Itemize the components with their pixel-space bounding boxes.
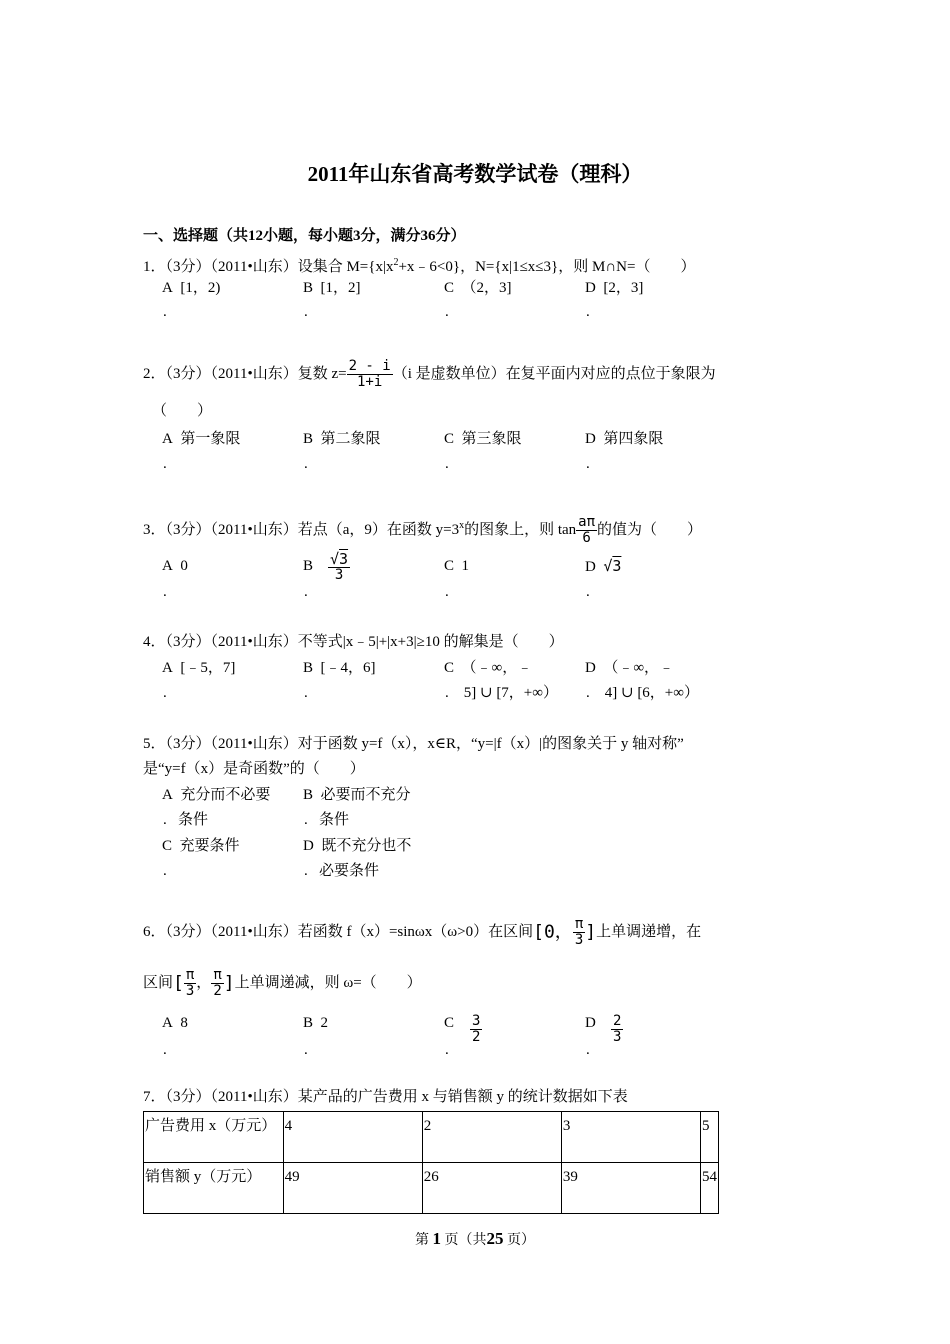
q5-option-b: B 必要而不充分 bbox=[303, 787, 411, 803]
question-6-stem-line2: 区间[ $\frac{\pi}{3}$ ， $\frac{\pi}{2}$ ]上单调递减，则 ω=（ ） bbox=[143, 967, 422, 1000]
footer-text: 页（共 bbox=[444, 1233, 487, 1248]
question-5-stem-line1: 5．（3分）（2011•山东）对于函数 y=f（x），x∈R，“y=|f（x）|的图象关于 y 轴对称” bbox=[143, 736, 684, 752]
q4-option-d: D （﹣∞，﹣ bbox=[585, 660, 675, 676]
q2-option-dots: . bbox=[586, 456, 590, 472]
q4-option-c-line2: . 5] ∪ [7，+∞） bbox=[445, 685, 558, 701]
q3-option-c: C 1 bbox=[444, 558, 470, 574]
table-cell: 广告费用 x（万元） bbox=[144, 1112, 284, 1163]
q1-option-c: C （2，3] bbox=[444, 280, 512, 296]
q6-stem-part: 上单调递增，在 bbox=[596, 924, 702, 940]
q6-option-d-letter: D bbox=[585, 1015, 596, 1031]
table-cell: 3 bbox=[561, 1112, 700, 1163]
q2-option-b: B 第二象限 bbox=[303, 431, 381, 447]
q3-b-den: 3 bbox=[328, 567, 350, 583]
q1-option-dots: . bbox=[304, 304, 308, 320]
table-cell: 销售额 y（万元） bbox=[144, 1163, 284, 1214]
q3-stem-part: 的图象上，则 tan bbox=[464, 522, 577, 538]
q1-option-dots: . bbox=[445, 304, 449, 320]
q6-fraction: $\frac{\pi}{3}$ bbox=[574, 916, 584, 949]
q5-option-d: D 既不充分也不 bbox=[303, 838, 412, 854]
q6-option-d-value: $\frac{2}{3}$ bbox=[613, 1013, 622, 1045]
q1-option-dots: . bbox=[586, 304, 590, 320]
q6-option-b: B 2 bbox=[303, 1015, 329, 1031]
q6-stem-part: 6．（3分）（2011•山东）若函数 f（x）=sinωx（ω>0）在区间 bbox=[143, 924, 534, 940]
q5-option-d-line2: . 必要条件 bbox=[304, 863, 380, 879]
data-table bbox=[143, 1111, 719, 1214]
section-heading: 一、选择题（共12小题，每小题3分，满分36分） bbox=[143, 228, 466, 244]
table-row bbox=[144, 1163, 719, 1214]
q6-option-a: A 8 bbox=[162, 1015, 188, 1031]
q1-exponent: 2 bbox=[393, 257, 399, 268]
q2-option-a: A 第一象限 bbox=[162, 431, 241, 447]
q3-option-b-value bbox=[328, 552, 350, 583]
footer-text: 第 bbox=[415, 1233, 429, 1248]
q1-option-b: B [1，2] bbox=[303, 280, 361, 296]
q3-option-d: D √3 bbox=[585, 557, 622, 575]
footer-text: 页） bbox=[507, 1233, 535, 1248]
q1-stem-part: 1．（3分）（2011•山东）设集合 M={x|x bbox=[143, 259, 394, 275]
q3-fraction bbox=[576, 515, 597, 546]
q2-option-dots: . bbox=[304, 456, 308, 472]
q3-frac-den: 6 bbox=[576, 530, 597, 546]
q3-option-dots: . bbox=[304, 584, 308, 600]
sqrt-symbol: √3 bbox=[330, 550, 349, 568]
question-5-stem-line2: 是“y=f（x）是奇函数”的（ ） bbox=[143, 761, 365, 777]
q1-option-d: D [2，3] bbox=[585, 280, 644, 296]
q1-stem-part: +x﹣6<0}，N={x|1≤x≤3}，则 M∩N=（ ） bbox=[398, 259, 696, 275]
table-cell: 5 bbox=[700, 1112, 718, 1163]
q2-fraction bbox=[347, 359, 393, 390]
page-footer bbox=[0, 1229, 950, 1251]
q2-option-d: D 第四象限 bbox=[585, 431, 664, 447]
question-7-stem: 7．（3分）（2011•山东）某产品的广告费用 x 与销售额 y 的统计数据如下表 bbox=[143, 1089, 628, 1105]
q4-option-d-line2: . 4] ∪ [6，+∞） bbox=[586, 685, 699, 701]
q5-option-a: A 充分而不必要 bbox=[162, 787, 271, 803]
q2-option-dots: . bbox=[445, 456, 449, 472]
question-6-stem-line1 bbox=[143, 914, 701, 951]
q2-frac-num: 2 - i bbox=[348, 358, 391, 375]
q6-option-dots: . bbox=[163, 1042, 167, 1058]
q6-interval-bracket: ] bbox=[223, 972, 235, 994]
q2-stem-part: 2．（3分）（2011•山东）复数 z= bbox=[143, 366, 347, 382]
page-title: 2011年山东省高考数学试卷（理科） bbox=[307, 162, 643, 186]
q3-b-fraction bbox=[328, 552, 350, 583]
q6-option-dots: . bbox=[445, 1042, 449, 1058]
q6-stem-part: 上单调递减，则 ω=（ ） bbox=[234, 975, 422, 991]
q6-stem-part: 区间 bbox=[143, 975, 174, 991]
table-cell: 49 bbox=[283, 1163, 422, 1214]
question-4-stem: 4．（3分）（2011•山东）不等式|x﹣5|+|x+3|≥10 的解集是（ ） bbox=[143, 634, 564, 650]
q3-option-dots: . bbox=[163, 584, 167, 600]
q3-option-b-letter: B bbox=[303, 558, 314, 574]
table-cell: 54 bbox=[700, 1163, 718, 1214]
q6-fraction: $\frac{\pi}{3}$ bbox=[185, 967, 195, 1000]
q6-option-dots: . bbox=[304, 1042, 308, 1058]
question-2-stem bbox=[143, 356, 716, 392]
q4-option-a: A [﹣5，7] bbox=[162, 660, 236, 676]
question-1-stem bbox=[143, 253, 695, 277]
q1-option-dots: . bbox=[163, 304, 167, 320]
q6-option-c-letter: C bbox=[444, 1015, 455, 1031]
q6-option-c-value: $\frac{3}{2}$ bbox=[472, 1013, 481, 1045]
q2-stem-paren: （ ） bbox=[152, 403, 213, 419]
q3-option-dots: . bbox=[586, 584, 590, 600]
q5-option-c: C 充要条件 bbox=[162, 838, 240, 854]
table-cell: 2 bbox=[422, 1112, 561, 1163]
q4-option-dots: . bbox=[304, 685, 308, 701]
q2-frac-den: 1+i bbox=[347, 374, 393, 390]
page-number: 1 bbox=[432, 1229, 441, 1248]
q5-option-dots: . bbox=[163, 863, 167, 879]
q3-option-a: A 0 bbox=[162, 558, 188, 574]
q2-option-c: C 第三象限 bbox=[444, 431, 522, 447]
q3-stem-part: 3．（3分）（2011•山东）若点（a，9）在函数 y=3 bbox=[143, 522, 460, 538]
table-row bbox=[144, 1112, 719, 1163]
sqrt-symbol: √3 bbox=[603, 557, 622, 575]
table-cell: 26 bbox=[422, 1163, 561, 1214]
q6-interval-bracket: [ bbox=[173, 972, 184, 994]
q4-option-c: C （﹣∞，﹣ bbox=[444, 660, 533, 676]
q3-exponent: x bbox=[459, 520, 465, 531]
q6-option-dots: . bbox=[586, 1042, 590, 1058]
q6-interval-bracket: ] bbox=[585, 921, 597, 943]
page-total: 25 bbox=[486, 1229, 504, 1248]
q3-frac-num: aπ bbox=[578, 514, 596, 531]
q5-option-b-line2: . 条件 bbox=[304, 812, 350, 828]
q2-stem-part: （i 是虚数单位）在复平面内对应的点位于象限为 bbox=[392, 366, 716, 382]
q3-stem-part: 的值为（ ） bbox=[597, 522, 703, 538]
q2-option-dots: . bbox=[163, 456, 167, 472]
q5-option-a-line2: . 条件 bbox=[163, 812, 209, 828]
q6-interval-bracket: [0， bbox=[533, 921, 573, 943]
q4-option-b: B [﹣4，6] bbox=[303, 660, 376, 676]
q4-option-dots: . bbox=[163, 685, 167, 701]
q1-option-a: A [1，2) bbox=[162, 280, 221, 296]
q6-fraction: $\frac{\pi}{2}$ bbox=[213, 967, 222, 1000]
q3-option-dots: . bbox=[445, 584, 449, 600]
table-cell: 4 bbox=[283, 1112, 422, 1163]
table-cell: 39 bbox=[561, 1163, 700, 1214]
question-3-stem bbox=[143, 508, 702, 548]
